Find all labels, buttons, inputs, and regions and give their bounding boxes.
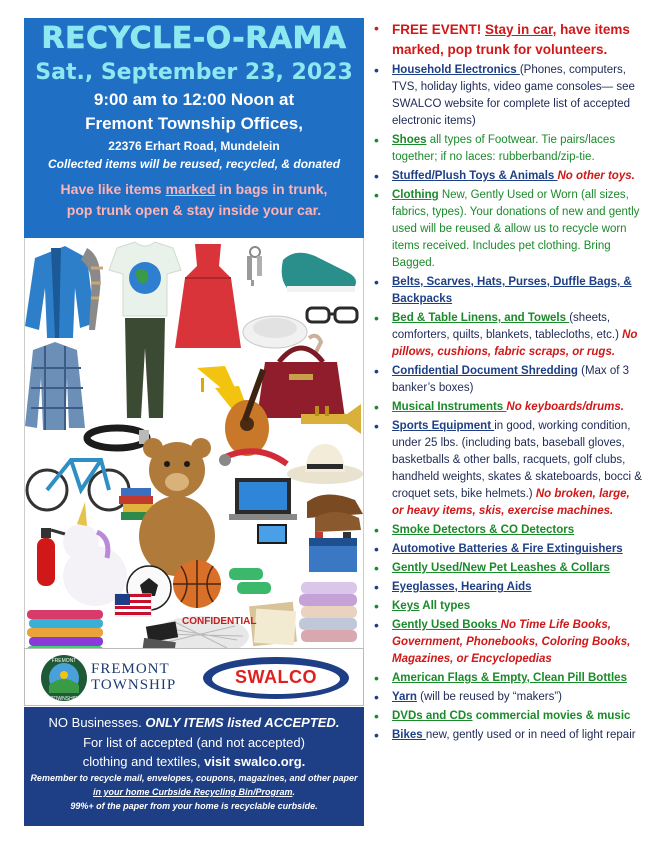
plaid-shirt-icon <box>25 342 85 430</box>
clothing-desc: New, Gently Used or Worn (all sizes, fabrics, types). Your donations of new and gently used will be reused & allow us to recycle worn items received. Includes pet clothing. Bring Bagged. <box>392 189 640 269</box>
clothing-label: Clothing <box>392 189 439 201</box>
linens-desc: (sheets, comforters, quilts, blankets, tablecloths, etc.) <box>392 312 623 341</box>
pants-icon <box>125 318 165 418</box>
fremont-line2: TOWNSHIP <box>91 677 177 693</box>
list-item <box>372 418 642 520</box>
instruments-label: Musical Instruments <box>392 401 507 413</box>
shoes-desc: all types of Footwear. Tie pairs/laces together; if no laces: rubberband/zip-tie. <box>392 134 616 163</box>
list-item <box>372 689 642 706</box>
fremont-seal-icon <box>39 653 89 703</box>
event-location: Fremont Township Offices, <box>85 114 303 133</box>
pet-label: Gently Used/New Pet Leashes & Collars <box>392 562 610 574</box>
fremont-township-logo <box>91 661 176 693</box>
list-item <box>372 560 642 577</box>
sports-desc: in good, working condition, under 25 lbs. (including bats, baseball gloves, basketballs & other balls, racquets, golf clubs, handheld weights, skates & skateboards, bocci & croquet sets, bike helmets.) <box>392 420 642 500</box>
accepted-list-note: For list of accepted (and not accepted) <box>83 735 305 750</box>
yarn-label: Yarn <box>392 691 417 703</box>
smoke-detector-icon <box>243 316 307 348</box>
confidential-stamp: CONFIDENTIAL <box>182 616 257 627</box>
free-event-rest: , have items marked, pop trunk for volunteers. <box>392 22 630 57</box>
list-item <box>372 274 642 308</box>
event-title: RECYCLE-O-RAMA <box>41 21 347 56</box>
clothing-textiles: clothing and textiles, <box>82 754 205 769</box>
recycle-mail-note: Remember to recycle mail, envelopes, coupons, magazines, and other paper <box>30 773 358 783</box>
shredding-label: Confidential Document Shredding <box>392 365 578 377</box>
eyeglasses-icon <box>307 308 357 322</box>
curbside-program: in your home Curbside Recycling Bin/Program <box>92 787 293 797</box>
only-items-listed: ONLY ITEMS listed ACCEPTED. <box>145 715 340 730</box>
seal-bottom-text: TOWNSHIP <box>50 696 78 702</box>
belts-label: Belts, Scarves, Hats, Purses, Duffle Bags, & Backpacks <box>392 276 632 305</box>
list-item <box>372 598 642 615</box>
dvd-desc: commercial movies & music <box>472 710 631 722</box>
accepted-items-list <box>372 20 642 746</box>
event-header <box>24 18 364 238</box>
car-battery-icon <box>309 532 357 572</box>
swalco-logo-text: SWALCO <box>235 667 317 687</box>
list-item <box>372 727 642 744</box>
list-item <box>372 579 642 596</box>
sneaker-icon <box>282 253 356 292</box>
hat-icon <box>287 444 363 484</box>
list-item <box>372 522 642 539</box>
tshirt-icon <box>109 242 181 316</box>
list-item <box>372 670 642 687</box>
list-item <box>372 187 642 272</box>
recyclable-items-collage <box>24 238 364 666</box>
books-exclusion: No Time Life Books, Government, Phonebooks, Coloring Books, Magazines, or Encyclopedias <box>392 619 631 665</box>
trunk-instructions <box>24 179 364 221</box>
list-item <box>372 541 642 558</box>
eyeglasses-label: Eyeglasses, Hearing Aids <box>392 581 532 593</box>
visit-swalco: visit swalco.org. <box>204 754 306 769</box>
list-item <box>372 708 642 725</box>
electronics-label: Household Electronics <box>392 64 520 76</box>
fire-extinguisher-icon <box>37 528 65 586</box>
belt-icon <box>87 428 149 448</box>
event-date: Sat., September 23, 2023 <box>35 60 353 85</box>
dumbbells-icon <box>229 568 271 594</box>
linens-label: Bed & Table Linens, and Towels <box>392 312 570 324</box>
seal-top-text: FREMONT <box>51 658 77 664</box>
yarn-desc: (will be reused by “makers”) <box>416 691 563 703</box>
collected-note: Collected items will be reused, recycled, & donated <box>47 157 341 171</box>
american-flag-icon <box>115 594 151 616</box>
smoke-label: Smoke Detectors & CO Detectors <box>392 524 575 536</box>
instr-post: in bags in trunk, <box>215 181 328 197</box>
leash-icon <box>219 451 287 466</box>
instr-marked: marked <box>165 181 216 197</box>
sports-exclusion: No broken, large, or heavy items, skis, exercise machines. <box>392 488 630 517</box>
basketball-icon <box>173 560 221 608</box>
bikes-label: Bikes <box>392 729 426 741</box>
toys-exclusion: No other toys. <box>557 170 635 182</box>
instruments-exclusion: No keyboards/drums. <box>506 401 624 413</box>
toys-label: Stuffed/Plush Toys & Animals <box>392 170 558 182</box>
linens-exclusion: No pillows, cushions, fabric scraps, or rugs. <box>392 329 638 358</box>
list-item <box>372 62 642 130</box>
flags-label: American Flags & Empty, Clean Pill Bottles <box>392 672 627 684</box>
dress-icon <box>175 244 241 348</box>
free-event: FREE EVENT! <box>392 22 486 37</box>
keys-icon <box>247 247 262 286</box>
unicorn-plush-icon <box>63 502 127 606</box>
keys-desc: All types <box>419 600 471 612</box>
list-item <box>372 132 642 166</box>
flyer-left-column <box>24 18 364 826</box>
electronics-desc: (Phones, computers, TVS, holiday lights, video game consoles— see SWALCO website for complete list of accepted electronic items) <box>392 64 635 127</box>
towels-icon <box>299 582 357 642</box>
no-businesses: NO Businesses. <box>48 715 146 730</box>
sponsor-logos <box>24 648 364 706</box>
keys-label: Keys <box>392 600 420 612</box>
sports-label: Sports Equipment <box>392 420 495 432</box>
fremont-line1: FREMONT <box>91 661 170 677</box>
collage-illustration <box>25 238 364 666</box>
list-item <box>372 399 642 416</box>
dvd-label: DVDs and CDs <box>392 710 473 722</box>
list-item <box>372 20 642 60</box>
boat-shoes-icon <box>307 494 363 532</box>
instr-pre: Have like items <box>60 181 166 197</box>
paper-recyclable-note: 99%+ of the paper from your home is recyclable curbside. <box>70 801 318 811</box>
event-address: 22376 Erhart Road, Mundelein <box>108 139 280 153</box>
shoes-label: Shoes <box>392 134 427 146</box>
electronics-icon <box>229 478 297 544</box>
list-item <box>372 310 642 361</box>
list-item <box>372 168 642 185</box>
instr-line2: pop trunk open & stay inside your car. <box>66 202 322 218</box>
purse-icon <box>257 348 345 418</box>
list-item <box>372 363 642 397</box>
recycle-mail-end: . <box>292 787 296 797</box>
bicycle-icon <box>27 460 129 510</box>
shredding-desc: (Max of 3 banker’s boxes) <box>392 365 630 394</box>
stay-in-car: Stay in car <box>485 22 553 37</box>
event-time: 9:00 am to 12:00 Noon at <box>93 90 295 109</box>
auto-label: Automotive Batteries & Fire Extinguishers <box>392 543 623 555</box>
accepted-items-footer <box>24 707 364 826</box>
books-label: Gently Used Books <box>392 619 501 631</box>
bikes-desc: new, gently used or in need of light repair <box>425 729 636 741</box>
list-item <box>372 617 642 668</box>
